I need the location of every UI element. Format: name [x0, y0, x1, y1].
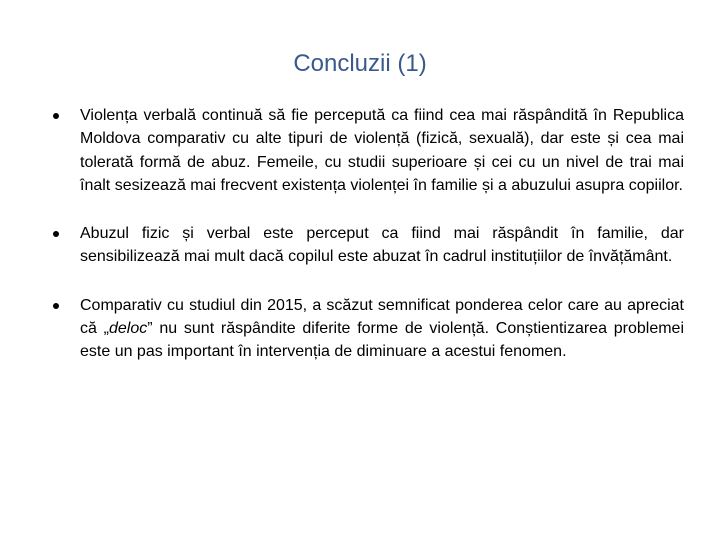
bullet-point-icon: [53, 113, 59, 119]
bullet-point-icon: [53, 303, 59, 309]
bullet-item: [48, 104, 684, 197]
bullet-text: Abuzul fizic și verbal este perceput ca fiind mai răspândit în familie, dar sensibilizează mai mult dacă copilul este abuzat în cadrul instituțiilor de învățământ.: [80, 225, 684, 266]
bullet-text-emphasis: deloc: [109, 320, 148, 338]
bullet-list: [48, 104, 684, 364]
bullet-text: [80, 294, 684, 364]
slide-title: Concluzii (1): [293, 50, 427, 77]
bullet-point-icon: [53, 231, 59, 237]
bullet-text-part: Comparativ cu studiul din 2015, a scăzut semnificat ponderea celor care au apreciat că „: [80, 296, 684, 338]
bullet-text-part: ” nu sunt răspândite diferite forme de violență. Conștientizarea problemei este un pas important în intervenția de diminuare a acestui fenomen.: [80, 320, 684, 361]
bullet-item: [48, 222, 684, 269]
bullet-item: [48, 294, 684, 364]
bullet-text: Violența verbală continuă să fie percepută ca fiind cea mai răspândită în Republica Moldova comparativ cu alte tipuri de violență (fizică, sexuală), dar este și cea mai tolerată formă de abuz. Femeile, cu studii superioare și cei cu un nivel de trai mai înalt sesizează mai frecvent existența violenței în familie și a abuzului asupra copiilor.: [80, 107, 684, 194]
